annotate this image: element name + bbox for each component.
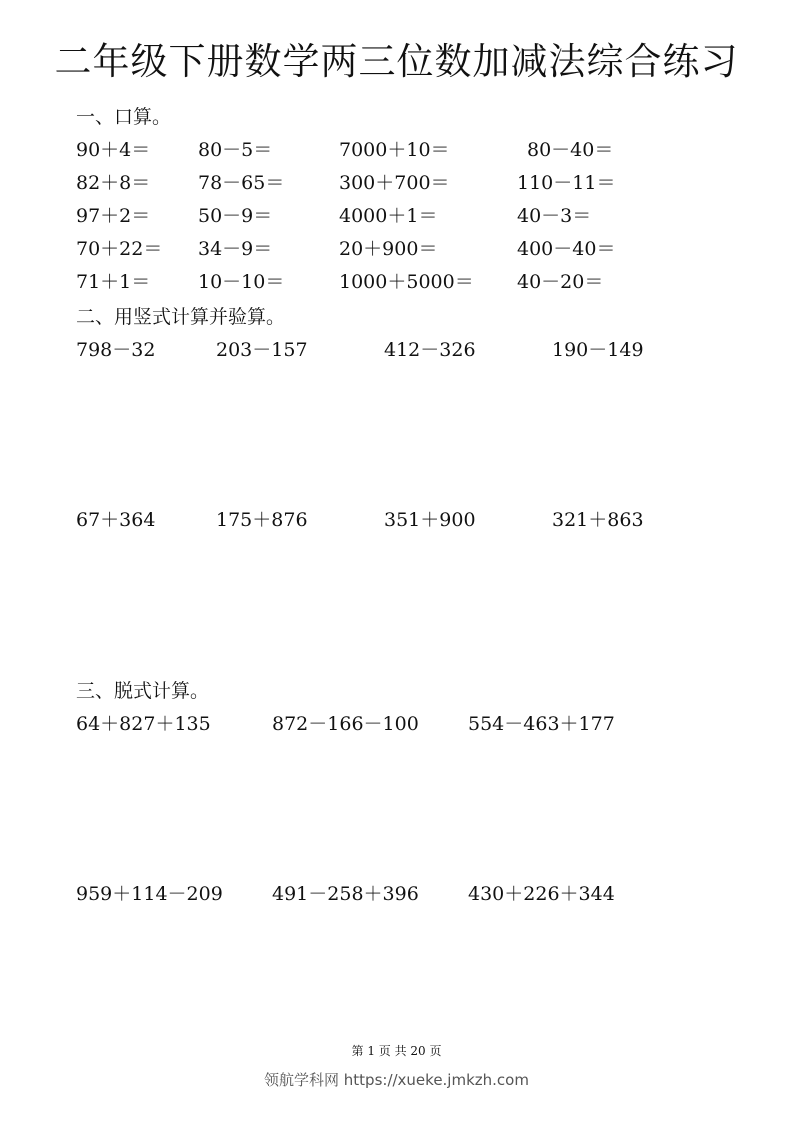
stepwise-problem: 64＋827＋135 bbox=[76, 713, 211, 735]
oral-row bbox=[0, 137, 793, 163]
vertical-problem: 351＋900 bbox=[384, 509, 476, 531]
vertical-problem: 798－32 bbox=[76, 339, 156, 361]
vertical-problem: 412－326 bbox=[384, 339, 476, 361]
oral-problem: 34－9＝ bbox=[198, 238, 273, 260]
section-heading-stepwise: 三、脱式计算。 bbox=[76, 680, 210, 702]
oral-row bbox=[0, 203, 793, 229]
stepwise-row bbox=[0, 881, 793, 907]
oral-problem: 71＋1＝ bbox=[76, 271, 151, 293]
vertical-row bbox=[0, 507, 793, 533]
stepwise-problem: 491－258＋396 bbox=[272, 883, 419, 905]
vertical-row bbox=[0, 337, 793, 363]
stepwise-problem: 554－463＋177 bbox=[468, 713, 615, 735]
oral-problem: 40－3＝ bbox=[517, 205, 592, 227]
oral-problem: 110－11＝ bbox=[517, 172, 616, 194]
oral-row bbox=[0, 170, 793, 196]
oral-row bbox=[0, 269, 793, 295]
oral-row bbox=[0, 236, 793, 262]
oral-problem: 70＋22＝ bbox=[76, 238, 163, 260]
stepwise-problem: 430＋226＋344 bbox=[468, 883, 615, 905]
oral-problem: 4000＋1＝ bbox=[339, 205, 438, 227]
oral-problem: 80－5＝ bbox=[198, 139, 273, 161]
oral-problem: 97＋2＝ bbox=[76, 205, 151, 227]
section-heading-oral: 一、口算。 bbox=[76, 106, 172, 128]
oral-problem: 7000＋10＝ bbox=[339, 139, 450, 161]
stepwise-problem: 959＋114－209 bbox=[76, 883, 223, 905]
oral-problem: 300＋700＝ bbox=[339, 172, 450, 194]
oral-problem: 10－10＝ bbox=[198, 271, 285, 293]
vertical-problem: 190－149 bbox=[552, 339, 644, 361]
oral-problem: 78－65＝ bbox=[198, 172, 285, 194]
vertical-problem: 175＋876 bbox=[216, 509, 308, 531]
page-title: 二年级下册数学两三位数加减法综合练习 bbox=[54, 40, 739, 83]
vertical-problem: 321＋863 bbox=[552, 509, 644, 531]
footer-watermark: 领航学科网 https://xueke.jmkzh.com bbox=[264, 1071, 529, 1089]
page-number: 第 1 页 共 20 页 bbox=[351, 1044, 442, 1058]
stepwise-problem: 872－166－100 bbox=[272, 713, 419, 735]
oral-problem: 82＋8＝ bbox=[76, 172, 151, 194]
oral-problem: 40－20＝ bbox=[517, 271, 604, 293]
stepwise-row bbox=[0, 711, 793, 737]
oral-problem: 90＋4＝ bbox=[76, 139, 151, 161]
vertical-problem: 203－157 bbox=[216, 339, 308, 361]
vertical-problem: 67＋364 bbox=[76, 509, 156, 531]
section-heading-vertical: 二、用竖式计算并验算。 bbox=[76, 306, 286, 328]
oral-problem: 400－40＝ bbox=[517, 238, 616, 260]
oral-problem: 1000＋5000＝ bbox=[339, 271, 474, 293]
oral-problem: 80－40＝ bbox=[527, 139, 614, 161]
oral-problem: 20＋900＝ bbox=[339, 238, 438, 260]
oral-problem: 50－9＝ bbox=[198, 205, 273, 227]
